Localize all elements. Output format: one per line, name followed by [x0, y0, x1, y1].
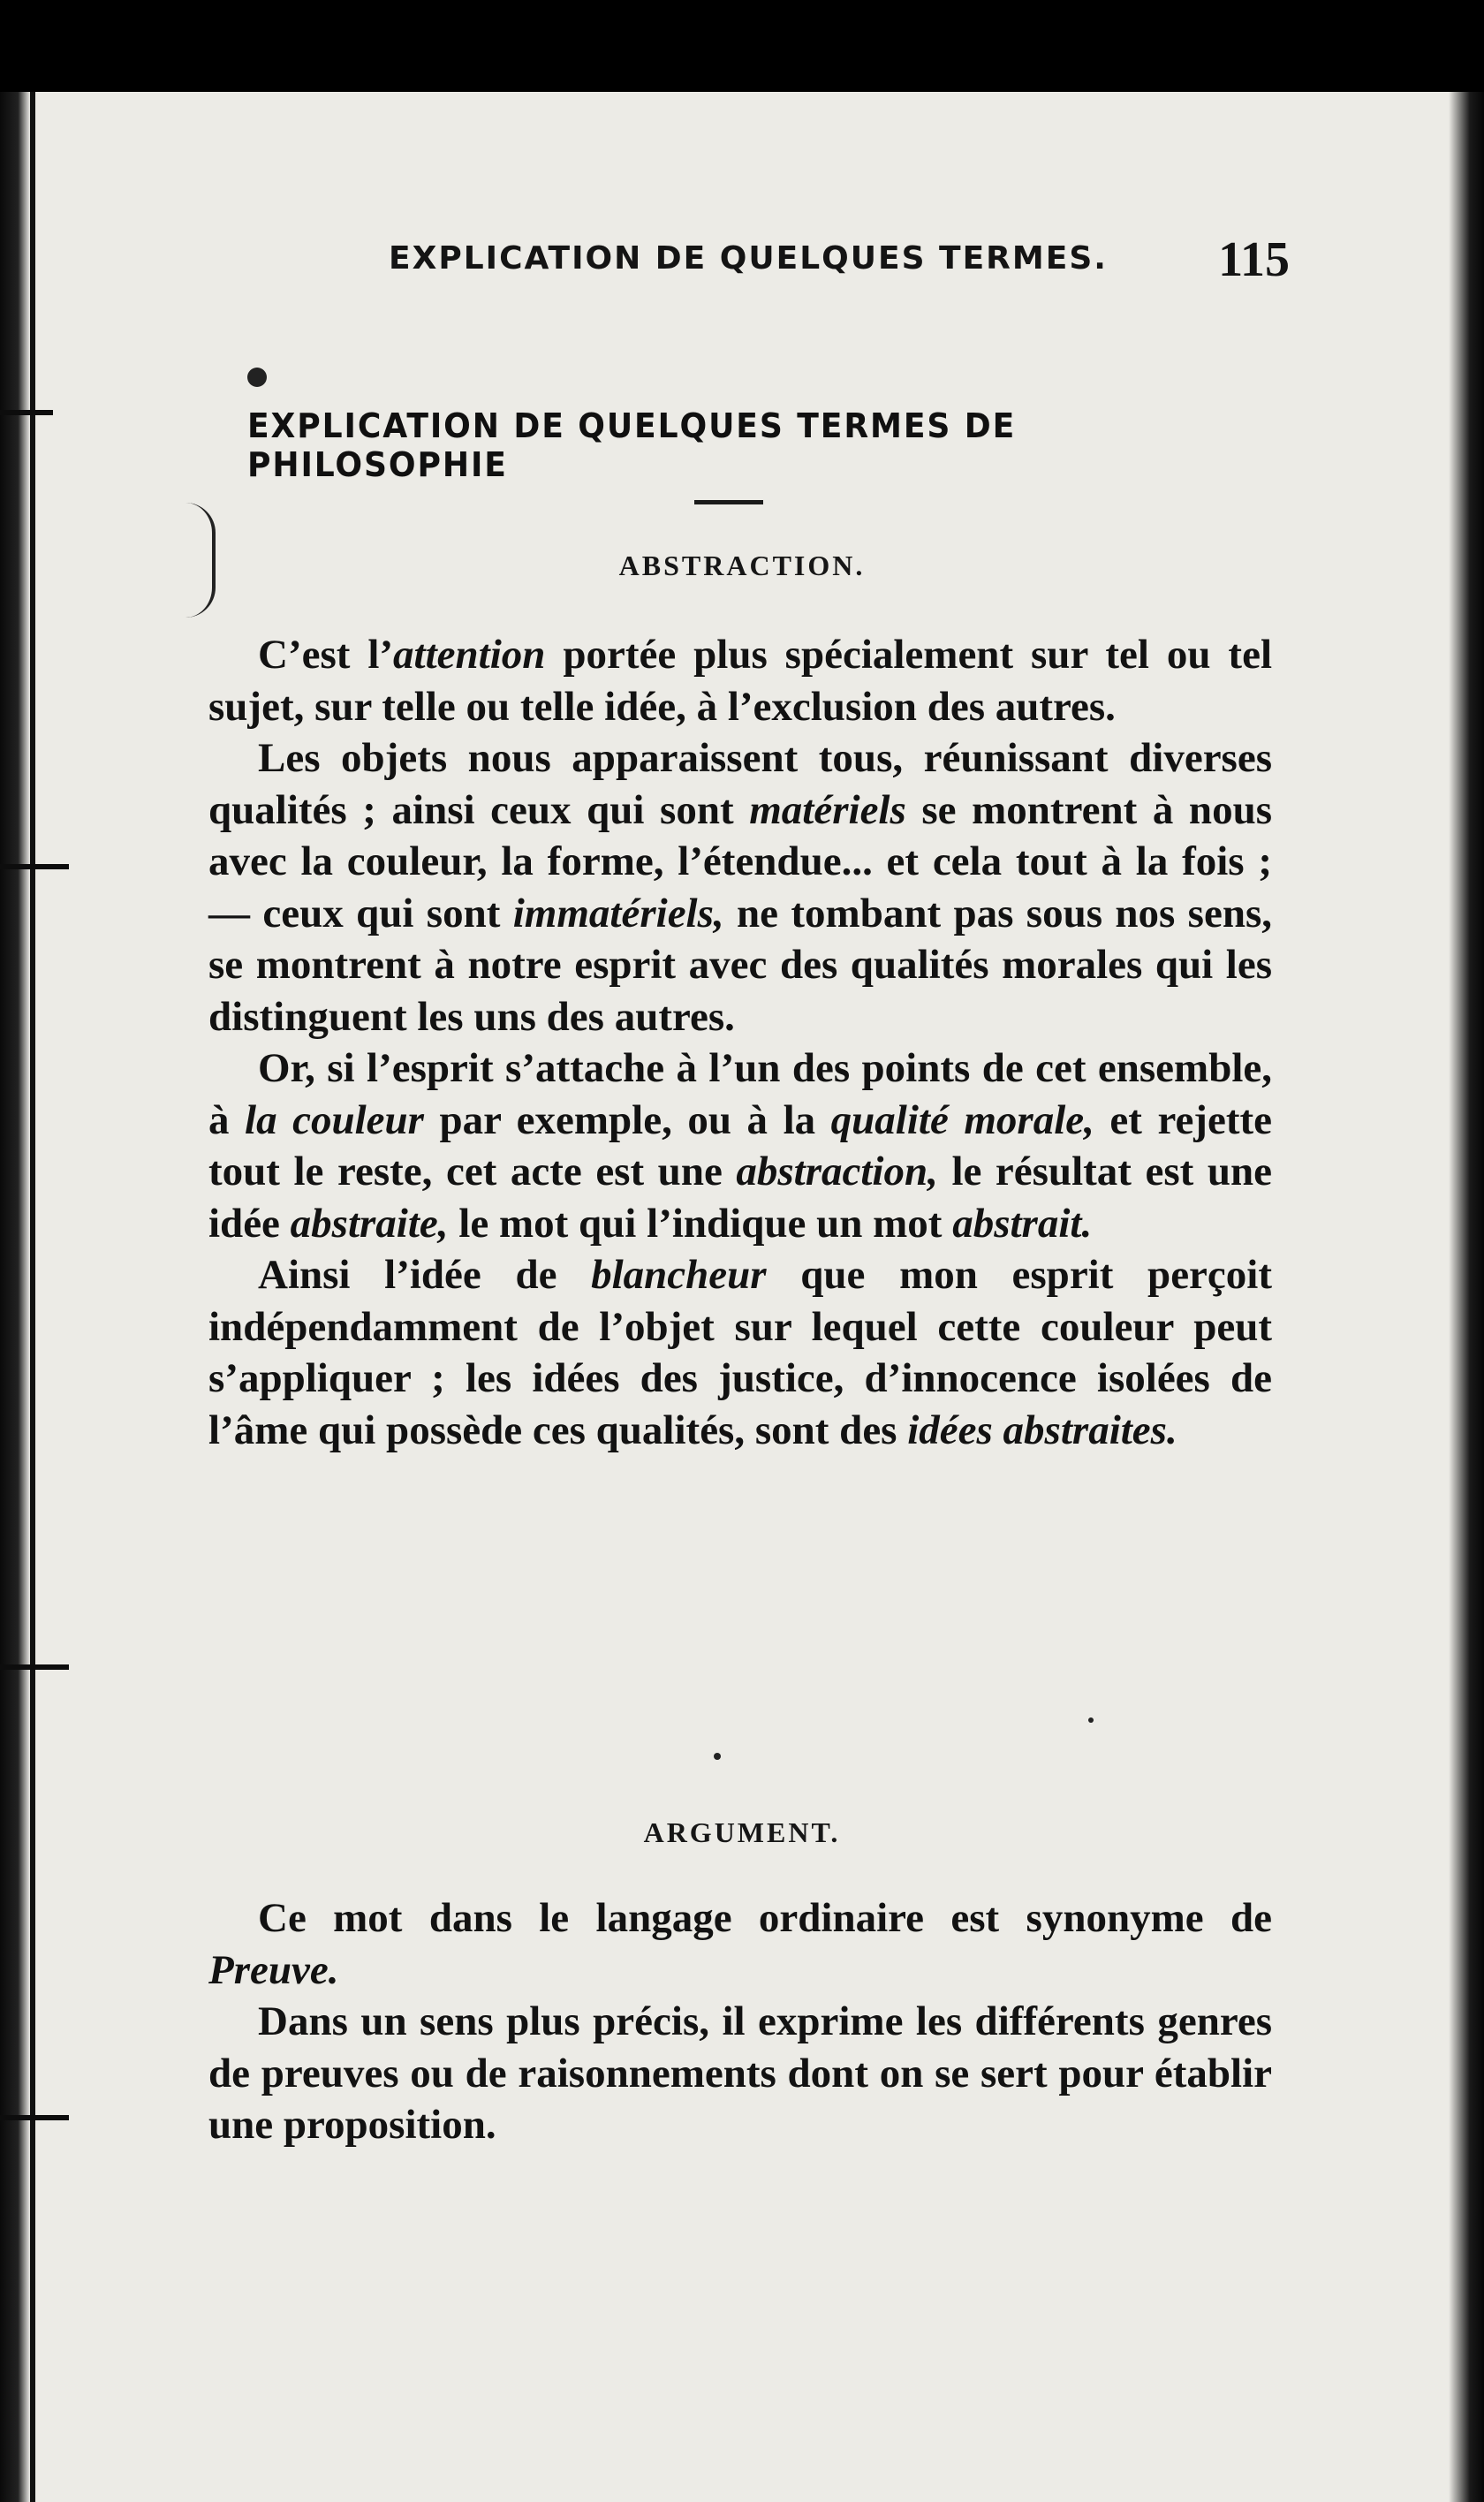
text-run: le mot qui l’indique un mot: [448, 1200, 953, 1247]
binding-mark: [0, 1664, 69, 1670]
italic-term: abstraite,: [290, 1200, 449, 1247]
ink-speck: [714, 1753, 721, 1760]
binding-mark: [0, 2115, 69, 2120]
running-head: [389, 231, 1290, 287]
section-body-argument: [208, 1892, 1272, 2151]
section-heading-abstraction: ABSTRACTION.: [618, 550, 866, 581]
text-run: C’est l’: [258, 632, 394, 678]
paragraph: [208, 1892, 1272, 1996]
paragraph: [208, 1249, 1272, 1456]
italic-term: attention: [393, 632, 546, 678]
text-run: Les objets nous apparaissent tous, réunissant diverses qualités ; ainsi ceux qui sont: [208, 735, 1272, 833]
text-run: portée plus spécialement sur tel ou tel sujet, sur telle ou telle idée, à l’exclusion des autres.: [208, 632, 1272, 730]
italic-term: Preuve.: [208, 1946, 339, 1993]
running-head-title: EXPLICATION DE QUELQUES TERMES.: [389, 240, 1108, 277]
italic-term: matériels: [749, 786, 906, 833]
paragraph: [208, 732, 1272, 1042]
text-run: Dans un sens plus précis, il exprime les différents genres de preuves ou de raisonnements dont on se sert pour établir une proposition.: [208, 1998, 1272, 2148]
italic-term: abstraction,: [736, 1149, 938, 1194]
italic-term: qualité morale,: [830, 1096, 1094, 1143]
paragraph: [208, 1042, 1272, 1249]
paragraph: [208, 1996, 1272, 2151]
text-run: Ainsi l’idée de: [258, 1252, 592, 1298]
text-run: le résultat est une idée: [208, 1149, 1272, 1247]
italic-term: abstrait.: [952, 1200, 1093, 1247]
text-run: se montrent à nous avec la couleur, la forme, l’étendue... et cela tout à la fois ; — ceux qui sont: [208, 786, 1272, 936]
section-heading-argument: ARGUMENT.: [643, 1816, 841, 1848]
italic-term: immatériels,: [512, 890, 724, 936]
italic-term: la couleur: [245, 1096, 424, 1143]
italic-term: idées abstraites.: [907, 1406, 1177, 1453]
main-title: EXPLICATION DE QUELQUES TERMES DE PHILOSOPHIE: [247, 406, 1017, 484]
binding-mark: [0, 410, 53, 415]
text-run: Or, si l’esprit s’attache à l’un des points de cet ensemble, à: [208, 1045, 1272, 1143]
text-run: et rejette tout le reste, cet acte est une: [208, 1096, 1272, 1194]
text-run: par exemple, ou à la: [423, 1096, 831, 1143]
title-rule: [694, 500, 763, 504]
paragraph: [208, 629, 1272, 732]
text-run: Ce mot dans le langage ordinaire est synonyme de: [258, 1895, 1272, 1941]
page-left-shadow: [0, 92, 30, 2502]
page-right-shadow: [1449, 92, 1484, 2502]
text-run: ne tombant pas sous nos sens, se montrent à notre esprit avec des qualités morales qui les distinguent les uns des autres.: [208, 890, 1272, 1040]
binding-mark: [0, 864, 69, 869]
italic-term: blancheur: [591, 1252, 767, 1298]
ink-speck: [247, 368, 267, 387]
ink-speck: [1088, 1717, 1094, 1723]
section-body-abstraction: [208, 629, 1272, 1456]
page-number: 115: [1218, 232, 1290, 287]
binding-line: [30, 92, 35, 2502]
text-run: que mon esprit perçoit indépendamment de l’objet sur lequel cette couleur peut s’appliquer ; les idées des justice, d’innocence isolées de l’âme qui possède ces qualités, sont des: [208, 1252, 1272, 1453]
